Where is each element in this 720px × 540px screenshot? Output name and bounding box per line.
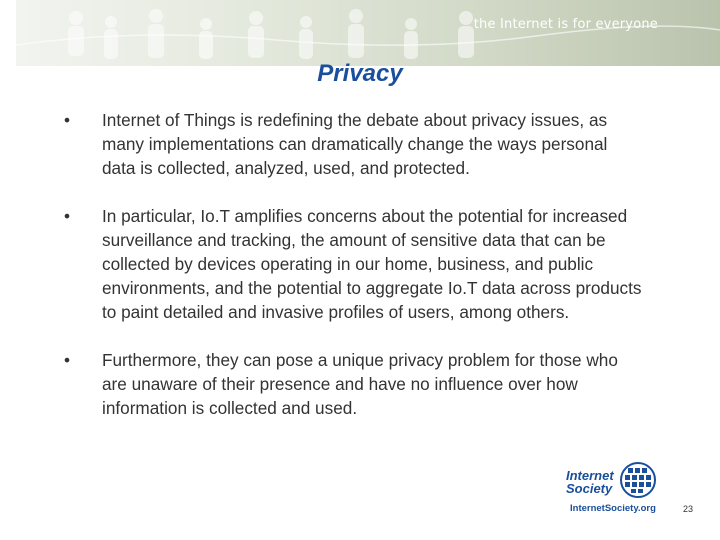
bullet-item — [62, 204, 642, 324]
people-silhouettes-graphic — [16, 0, 720, 66]
globe-icon — [618, 460, 658, 500]
bullet-item — [62, 348, 642, 420]
logo-text-society: Society — [566, 481, 613, 496]
slide-title: Privacy — [317, 60, 403, 87]
header-banner — [16, 0, 720, 66]
bullet-item — [62, 108, 642, 180]
logo-text-internet: Internet — [566, 468, 614, 483]
bullet-marker: • — [64, 350, 71, 370]
bullet-list — [62, 108, 642, 444]
bullet-text: In particular, Io.T amplifies concerns about the potential for increased surveillance and tracking, the amount of sensitive data that can be collected by devices operating in our home, business, and public environments, and the potential to aggregate Io.T data across products to paint detailed and invasive profiles of users, among others. — [102, 206, 642, 322]
internet-society-logo — [566, 458, 658, 518]
page-number: 23 — [683, 504, 694, 514]
bullet-marker: • — [64, 110, 71, 130]
logo-url: InternetSociety.org — [570, 503, 656, 514]
bullet-text: Furthermore, they can pose a unique privacy problem for those who are unaware of their presence and have no influence over how information is collected and used. — [102, 350, 618, 418]
header-tagline: the Internet is for everyone — [473, 17, 658, 32]
bullet-text: Internet of Things is redefining the debate about privacy issues, as many implementations can dramatically change the ways personal data is collected, analyzed, used, and protected. — [102, 110, 608, 178]
bullet-marker: • — [64, 206, 71, 226]
